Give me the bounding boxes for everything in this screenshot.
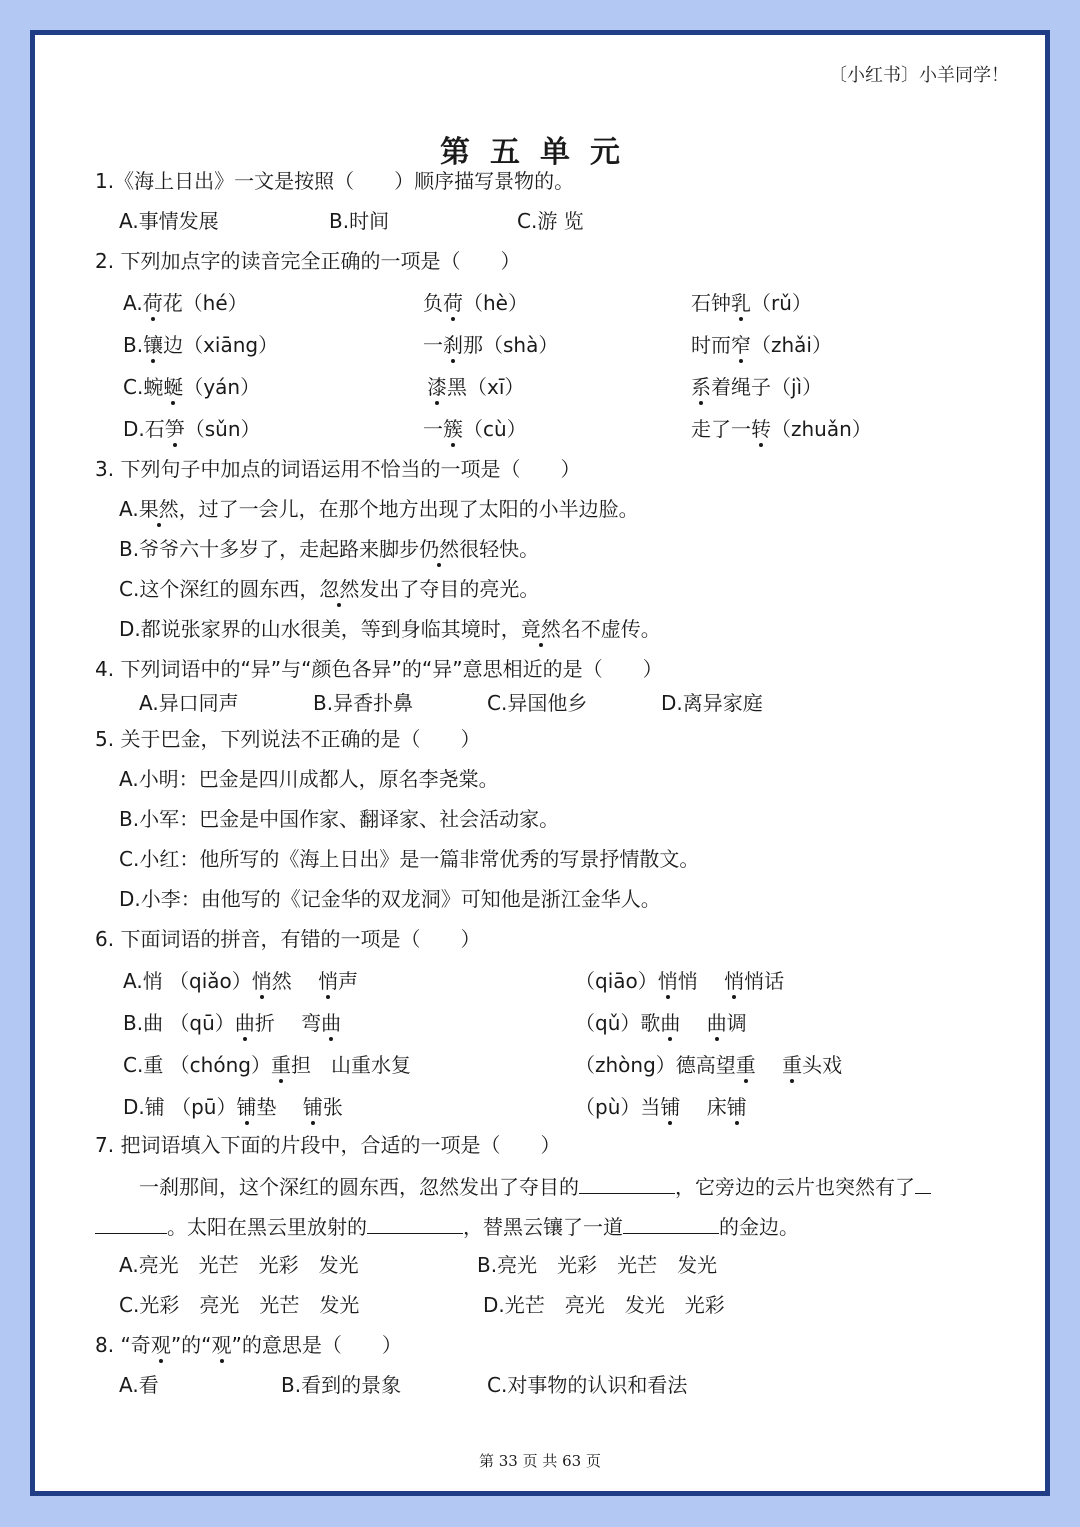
q5-option-b: B.小军：巴金是中国作家、翻译家、社会活动家。 (119, 807, 560, 831)
q7-blank-1[interactable] (579, 1171, 675, 1194)
q3-option-a: A.果然，过了一会儿，在那个地方出现了太阳的小半边脸。 (119, 497, 639, 521)
q2-b-col3: 时而窄（zhǎi） (691, 333, 832, 357)
q3-stem: 3. 下列句子中加点的词语运用不恰当的一项是（ ） (95, 457, 581, 481)
q7-stem: 7. 把词语填入下面的片段中，合适的一项是（ ） (95, 1133, 561, 1157)
q2-d-col2: 一簇（cù） (423, 417, 527, 441)
q2-d-col3: 走了一转（zhuǎn） (691, 417, 872, 441)
worksheet-page (30, 30, 1050, 1496)
q6-d-left: D.铺 （pū）铺垫 铺张 (123, 1095, 343, 1119)
q7-option-b: B.亮光 光彩 光芒 发光 (477, 1253, 718, 1277)
q2-a-col2: 负荷（hè） (423, 291, 528, 315)
q7-passage-line1: 一刹那间，这个深红的圆东西，忽然发出了夺目的 ，它旁边的云片也突然有了 (139, 1171, 931, 1201)
q2-d-col1: D.石笋（sǔn） (123, 417, 261, 441)
q7-option-a: A.亮光 光芒 光彩 发光 (119, 1253, 359, 1277)
q6-b-left: B.曲 （qū）曲折 弯曲 (123, 1011, 342, 1035)
q6-b-right: （qǔ）歌曲 曲调 (575, 1011, 747, 1035)
q5-option-d: D.小李：由他写的《记金华的双龙洞》可知他是浙江金华人。 (119, 887, 661, 911)
page-title: 第五单元 (440, 135, 640, 170)
q2-b-col1: B.镶边（xiāng） (123, 333, 279, 357)
q6-a-left: A.悄 （qiǎo）悄然 悄声 (123, 969, 359, 993)
q8-option-a: A.看 (119, 1373, 159, 1397)
page-number: 第 33 页 共 63 页 (478, 1452, 601, 1470)
q2-c-col1: C.蜿蜒（yán） (123, 375, 261, 399)
q2-a-col3: 石钟乳（rǔ） (691, 291, 812, 315)
q6-d-right: （pù）当铺 床铺 (575, 1095, 747, 1119)
q7-option-c: C.光彩 亮光 光芒 发光 (119, 1293, 360, 1317)
q7-passage-line2: 。太阳在黑云里放射的 ，替黑云镶了一道 的金边。 (95, 1211, 799, 1241)
q5-stem: 5. 关于巴金，下列说法不正确的是（ ） (95, 727, 481, 751)
q1-stem: 1.《海上日出》一文是按照（ ）顺序描写景物的。 (95, 169, 575, 193)
q2-c-col3: 系着绳子（jì） (691, 375, 823, 399)
q3-option-d: D.都说张家界的山水很美，等到身临其境时，竟然名不虚传。 (119, 617, 661, 641)
q7-blank-2b[interactable] (95, 1211, 167, 1234)
q4-option-d: D.离异家庭 (661, 691, 763, 715)
q7-blank-2a[interactable] (915, 1171, 931, 1194)
q1-option-c: C.游 览 (517, 209, 584, 233)
q4-option-c: C.异国他乡 (487, 691, 588, 715)
q2-b-col2: 一刹那（shà） (423, 333, 559, 357)
q3-option-b: B.爷爷六十多岁了，走起路来脚步仍然很轻快。 (119, 537, 540, 561)
q8-option-c: C.对事物的认识和看法 (487, 1373, 688, 1397)
q7-blank-4[interactable] (623, 1211, 719, 1234)
q4-option-a: A.异口同声 (139, 691, 239, 715)
q7-option-d: D.光芒 亮光 发光 光彩 (483, 1293, 725, 1317)
q3-option-c: C.这个深红的圆东西，忽然发出了夺目的亮光。 (119, 577, 540, 601)
q8-stem: 8. “奇观”的“观”的意思是（ ） (95, 1333, 402, 1357)
q7-blank-3[interactable] (367, 1211, 463, 1234)
source-tag: 〔小红书〕小羊同学！ (829, 65, 1009, 86)
q4-stem: 4. 下列词语中的“异”与“颜色各异”的“异”意思相近的是（ ） (95, 657, 663, 681)
q5-option-c: C.小红：他所写的《海上日出》是一篇非常优秀的写景抒情散文。 (119, 847, 700, 871)
q1-option-b: B.时间 (329, 209, 390, 233)
q2-a-col1: A.荷花（hé） (123, 291, 248, 315)
q5-option-a: A.小明：巴金是四川成都人，原名李尧棠。 (119, 767, 499, 791)
q8-option-b: B.看到的景象 (281, 1373, 402, 1397)
q4-option-b: B.异香扑鼻 (313, 691, 414, 715)
q2-c-col2: 漆黑（xī） (427, 375, 525, 399)
q3-a-dotted: 果然 (138, 497, 179, 521)
q2-stem: 2. 下列加点字的读音完全正确的一项是（ ） (95, 249, 521, 273)
q6-stem: 6. 下面词语的拼音，有错的一项是（ ） (95, 927, 481, 951)
q1-option-a: A.事情发展 (119, 209, 219, 233)
q6-c-left: C.重 （chóng）重担 山重水复 (123, 1053, 411, 1077)
q6-a-right: （qiāo）悄悄 悄悄话 (575, 969, 785, 993)
q6-c-right: （zhòng）德高望重 重头戏 (575, 1053, 843, 1077)
